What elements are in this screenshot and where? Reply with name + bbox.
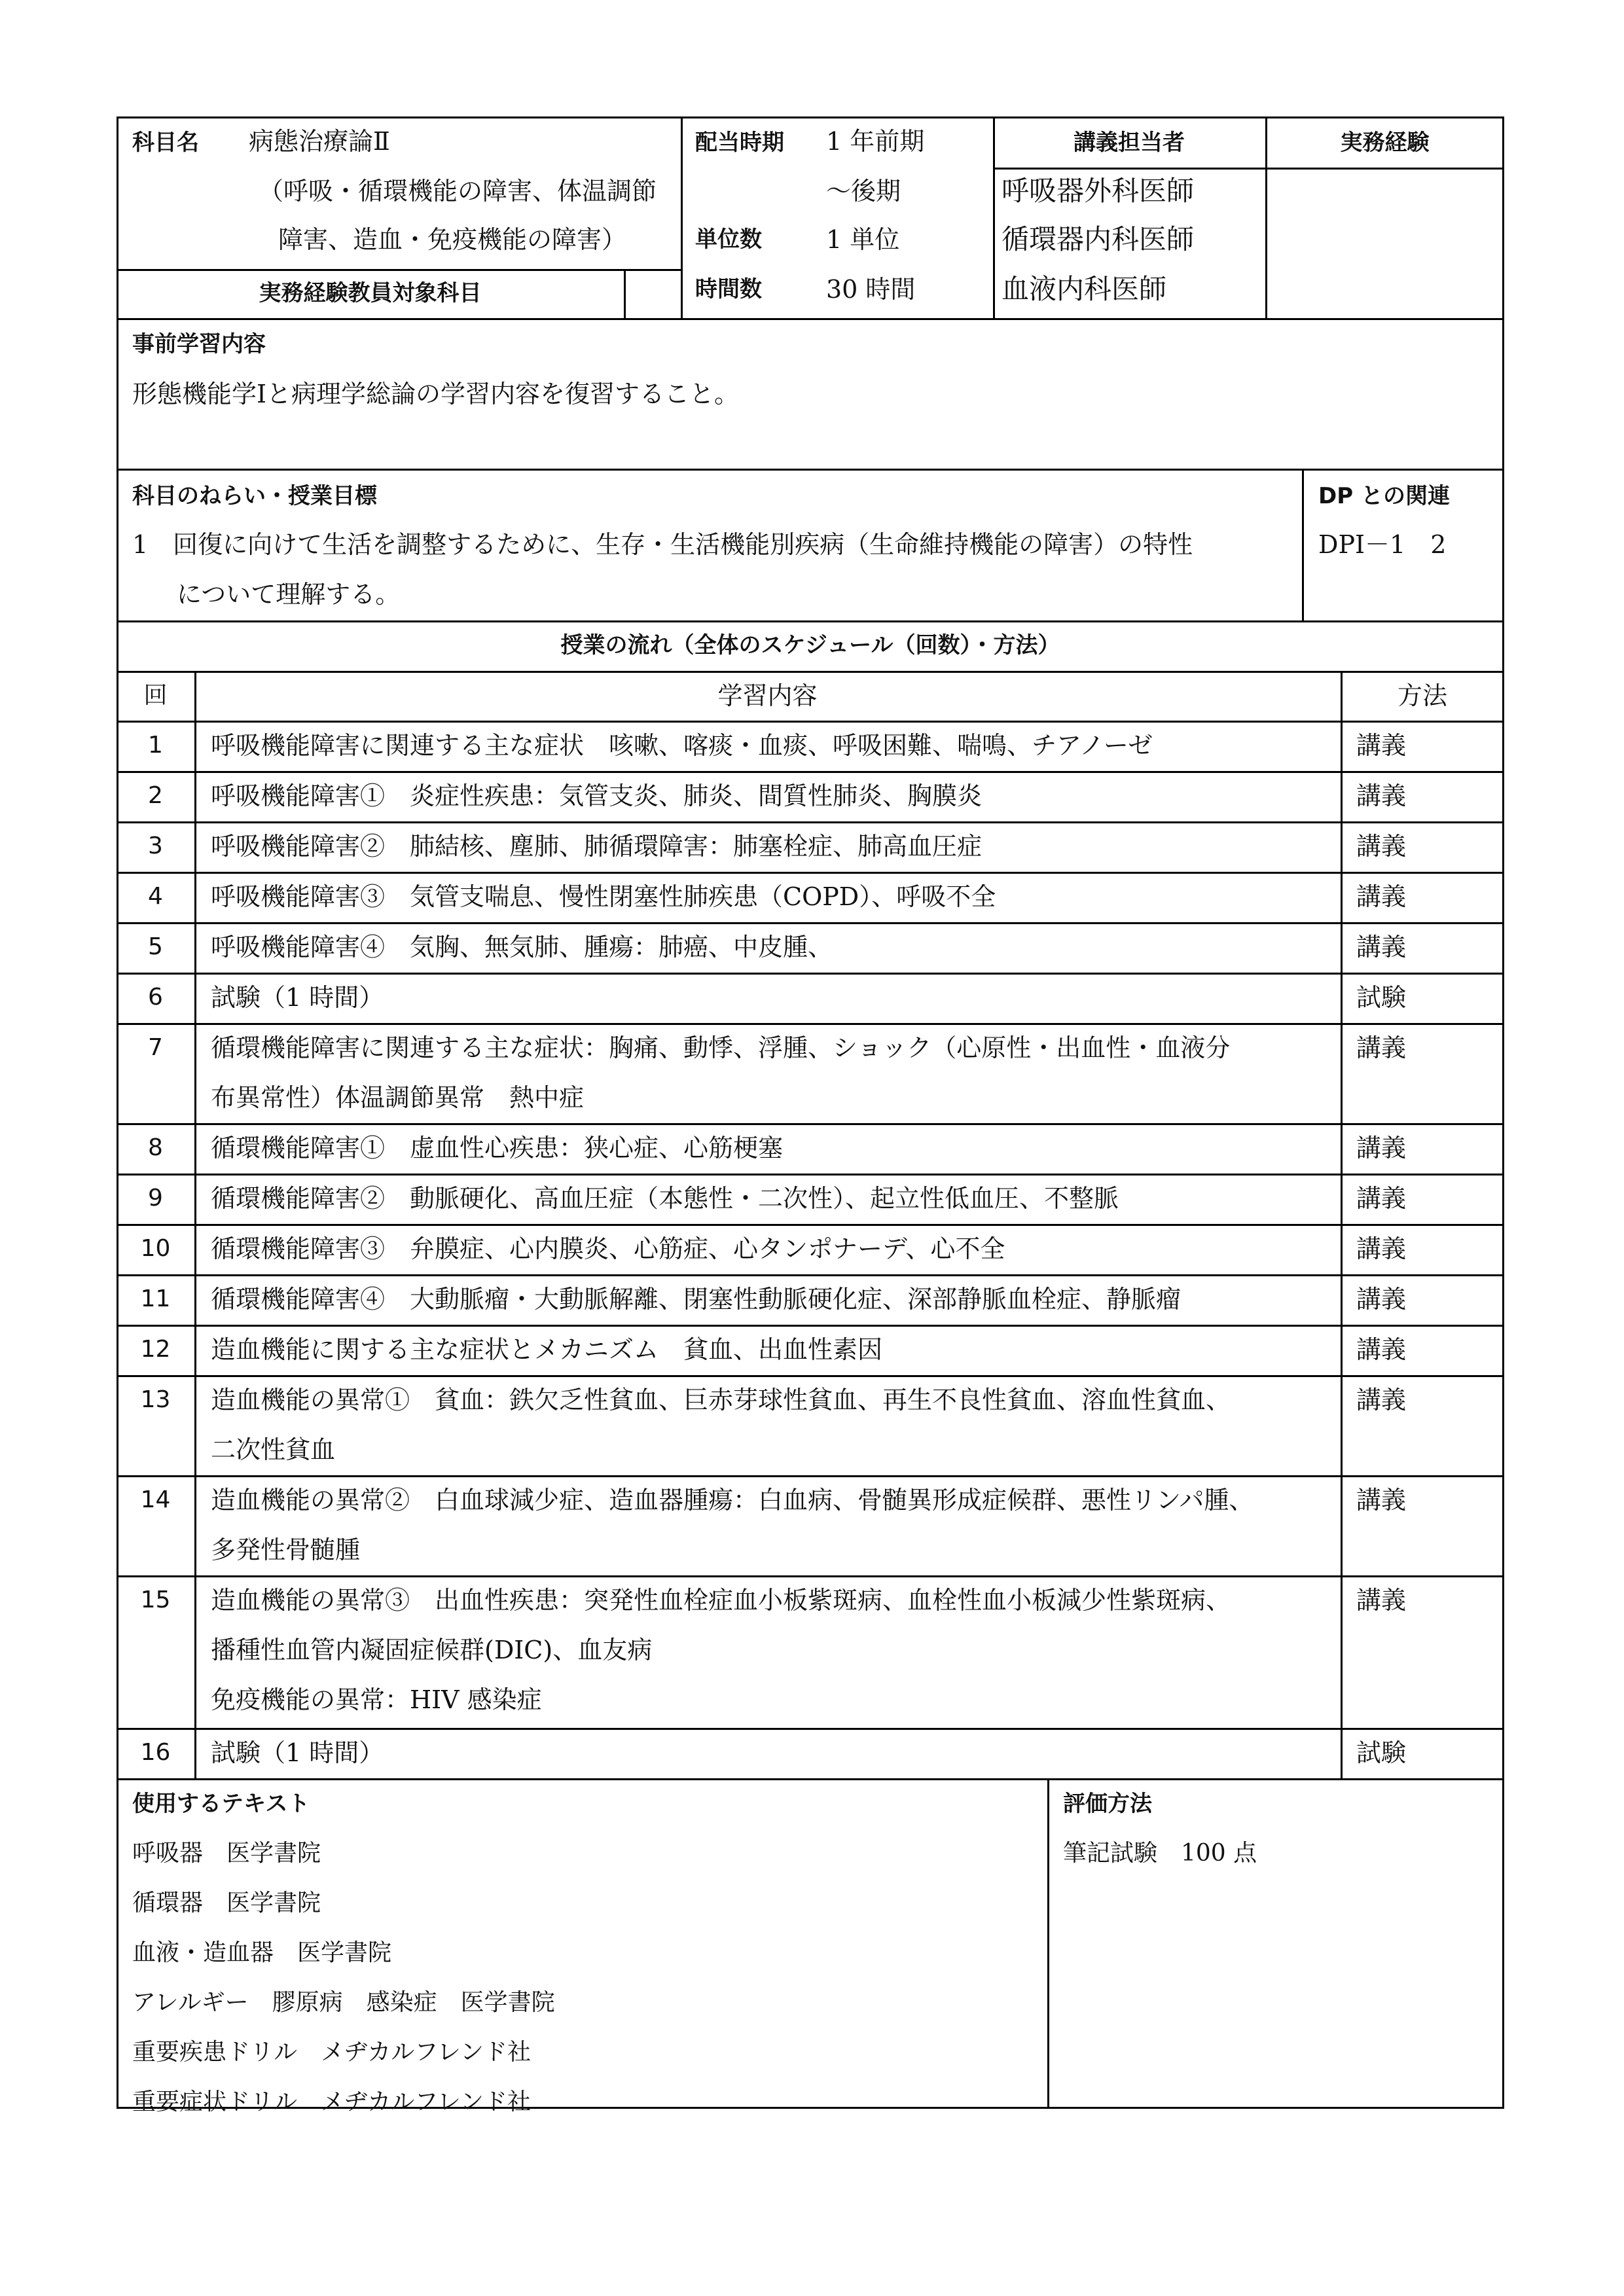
divider (1302, 469, 1304, 620)
schedule-row-method: 講義 (1356, 1033, 1407, 1062)
schedule-row-content: 循環機能障害③ 弁膜症、心内膜炎、心筋症、心タンポナーデ、心不全 (211, 1234, 1005, 1263)
schedule-row-content: 呼吸機能障害④ 気胸、無気肺、腫瘍：肺癌、中皮腫、 (211, 933, 833, 961)
schedule-row-method: 講義 (1356, 1234, 1407, 1263)
divider (1047, 1778, 1049, 2109)
schedule-row-no: 14 (140, 1486, 171, 1513)
practical-subject-label: 実務経験教員対象科目 (259, 280, 482, 306)
divider (117, 1575, 1504, 1577)
schedule-row-method: 講義 (1356, 882, 1407, 911)
schedule-row-method: 講義 (1356, 1184, 1407, 1213)
schedule-row-no: 9 (148, 1185, 163, 1211)
schedule-row-no: 12 (140, 1336, 171, 1363)
text-item: 血液・造血器 医学書院 (132, 1939, 392, 1966)
schedule-row-no: 3 (148, 833, 163, 859)
instructor-label: 講義担当者 (1074, 130, 1185, 156)
schedule-row-no: 11 (140, 1285, 171, 1312)
subject-subtitle-line1: （呼吸・循環機能の障害、体温調節 (259, 177, 657, 206)
divider (117, 771, 1504, 773)
schedule-row-content: 呼吸機能障害に関連する主な症状 咳嗽、喀痰・血痰、呼吸困難、喘鳴、チアノーゼ (211, 731, 1153, 760)
divider (624, 269, 626, 318)
col-header-content: 学習内容 (717, 681, 818, 710)
schedule-row-no: 1 (148, 732, 163, 759)
schedule-row-content: 二次性貧血 (211, 1435, 336, 1464)
divider (117, 973, 1504, 975)
divider (117, 872, 1504, 874)
text-item: 循環器 医学書院 (132, 1890, 321, 1916)
texts-label: 使用するテキスト (132, 1791, 310, 1817)
divider (117, 1123, 1504, 1125)
divider (117, 721, 1504, 723)
subject-name: 病態治療論Ⅱ (249, 127, 390, 156)
schedule-row-no: 16 (140, 1739, 171, 1766)
divider (117, 1174, 1504, 1175)
schedule-row-no: 10 (140, 1235, 171, 1262)
dp-value: DPⅠ－1 2 (1318, 530, 1447, 559)
schedule-row-no: 7 (148, 1034, 163, 1061)
schedule-row-method: 試験 (1356, 1738, 1407, 1767)
schedule-row-content: 播種性血管内凝固症候群(DIC)、血友病 (211, 1636, 653, 1664)
divider (117, 671, 1504, 673)
schedule-row-content: 試験（1 時間） (211, 983, 384, 1012)
schedule-row-content: 造血機能の異常② 白血球減少症、造血器腫瘍：白血病、骨髄異形成症候群、悪性リンパ腫、 (211, 1486, 1254, 1515)
col-header-method: 方法 (1397, 681, 1447, 710)
schedule-row-content: 呼吸機能障害③ 気管支喘息、慢性閉塞性肺疾患（COPD）、呼吸不全 (211, 882, 996, 911)
schedule-row-method: 講義 (1356, 781, 1407, 810)
text-item: 呼吸器 医学書院 (132, 1840, 321, 1867)
schedule-row-no: 15 (140, 1587, 171, 1613)
schedule-row-content: 循環機能障害④ 大動脈瘤・大動脈解離、閉塞性動脈硬化症、深部静脈血栓症、静脈瘤 (211, 1285, 1182, 1314)
divider (117, 1224, 1504, 1226)
divider (117, 469, 1504, 471)
schedule-row-content: 試験（1 時間） (211, 1738, 384, 1767)
schedule-row-method: 講義 (1356, 832, 1407, 861)
schedule-row-content: 布異常性）体温調節異常 熱中症 (211, 1083, 585, 1112)
credits-value: 1 単位 (826, 225, 900, 254)
instructor-3: 血液内科医師 (1001, 273, 1167, 305)
divider (117, 620, 1504, 622)
schedule-row-content: 造血機能に関する主な症状とメカニズム 貧血、出血性素因 (211, 1335, 883, 1364)
aims-line2: について理解する。 (177, 580, 401, 609)
schedule-row-method: 講義 (1356, 1335, 1407, 1364)
schedule-row-method: 講義 (1356, 731, 1407, 760)
period-value-1: 1 年前期 (826, 127, 925, 156)
credits-label: 単位数 (695, 226, 762, 253)
experience-label: 実務経験 (1340, 130, 1430, 156)
schedule-row-content: 循環機能障害に関連する主な症状：胸痛、動悸、浮腫、ショック（心原性・出血性・血液分 (211, 1033, 1231, 1062)
col-header-no: 回 (143, 682, 168, 709)
schedule-row-content: 造血機能の異常① 貧血：鉄欠乏性貧血、巨赤芽球性貧血、再生不良性貧血、溶血性貧血、 (211, 1386, 1231, 1414)
schedule-row-content: 呼吸機能障害① 炎症性疾患：気管支炎、肺炎、間質性肺炎、胸膜炎 (211, 781, 983, 810)
divider (117, 1778, 1504, 1780)
aims-label: 科目のねらい・授業目標 (132, 483, 377, 509)
schedule-row-method: 講義 (1356, 1134, 1407, 1162)
divider (117, 1375, 1504, 1377)
schedule-row-method: 講義 (1356, 933, 1407, 961)
schedule-row-content: 造血機能の異常③ 出血性疾患：突発性血栓症血小板紫斑病、血栓性血小板減少性紫斑病、 (211, 1586, 1231, 1615)
text-item: 重要疾患ドリル メヂカルフレンド社 (132, 2039, 531, 2066)
instructor-1: 呼吸器外科医師 (1001, 175, 1195, 207)
divider (117, 1325, 1504, 1327)
schedule-row-content: 多発性骨髄腫 (211, 1535, 361, 1564)
aims-line1: 1 回復に向けて生活を調整するために、生存・生活機能別疾病（生命維持機能の障害）の特性 (132, 530, 1193, 559)
hours-label: 時間数 (695, 276, 762, 302)
evaluation-label: 評価方法 (1063, 1791, 1152, 1817)
schedule-row-content: 呼吸機能障害② 肺結核、塵肺、肺循環障害：肺塞栓症、肺高血圧症 (211, 832, 983, 861)
schedule-row-method: 講義 (1356, 1586, 1407, 1615)
schedule-row-content: 免疫機能の異常：HIV 感染症 (211, 1685, 542, 1714)
schedule-row-no: 13 (140, 1386, 171, 1413)
divider (117, 1023, 1504, 1025)
schedule-row-no: 6 (148, 984, 163, 1011)
period-value-2: ～後期 (826, 177, 901, 206)
schedule-row-no: 5 (148, 933, 163, 960)
schedule-row-method: 講義 (1356, 1386, 1407, 1414)
divider (117, 1475, 1504, 1477)
schedule-row-no: 8 (148, 1134, 163, 1161)
instructor-2: 循環器内科医師 (1001, 223, 1195, 255)
divider (117, 269, 681, 271)
text-item: 重要症状ドリル メヂカルフレンド社 (132, 2089, 531, 2115)
prep-text: 形態機能学Ⅰと病理学総論の学習内容を復習すること。 (132, 380, 740, 408)
hours-value: 30 時間 (826, 275, 916, 304)
subject-subtitle-line2: 障害、造血・免疫機能の障害） (278, 225, 627, 254)
schedule-row-no: 2 (148, 782, 163, 809)
schedule-row-content: 循環機能障害② 動脈硬化、高血圧症（本態性・二次性）、起立性低血圧、不整脈 (211, 1184, 1119, 1213)
divider (117, 922, 1504, 924)
divider (117, 821, 1504, 823)
prep-label: 事前学習内容 (132, 331, 266, 357)
divider (993, 168, 1504, 170)
divider (117, 318, 1504, 320)
period-label: 配当時期 (695, 130, 784, 156)
schedule-title: 授業の流れ（全体のスケジュール（回数）・方法） (560, 632, 1060, 658)
dp-label: DP との関連 (1318, 483, 1450, 509)
schedule-row-method: 講義 (1356, 1486, 1407, 1515)
schedule-row-method: 講義 (1356, 1285, 1407, 1314)
schedule-row-content: 循環機能障害① 虚血性心疾患：狭心症、心筋梗塞 (211, 1134, 784, 1162)
schedule-row-method: 試験 (1356, 983, 1407, 1012)
divider (681, 117, 683, 318)
text-item: アレルギー 膠原病 感染症 医学書院 (132, 1989, 555, 2016)
schedule-row-no: 4 (148, 883, 163, 910)
subject-label: 科目名 (132, 130, 199, 156)
evaluation-text: 筆記試験 100 点 (1063, 1840, 1257, 1867)
divider (117, 1274, 1504, 1276)
divider (117, 1728, 1504, 1730)
